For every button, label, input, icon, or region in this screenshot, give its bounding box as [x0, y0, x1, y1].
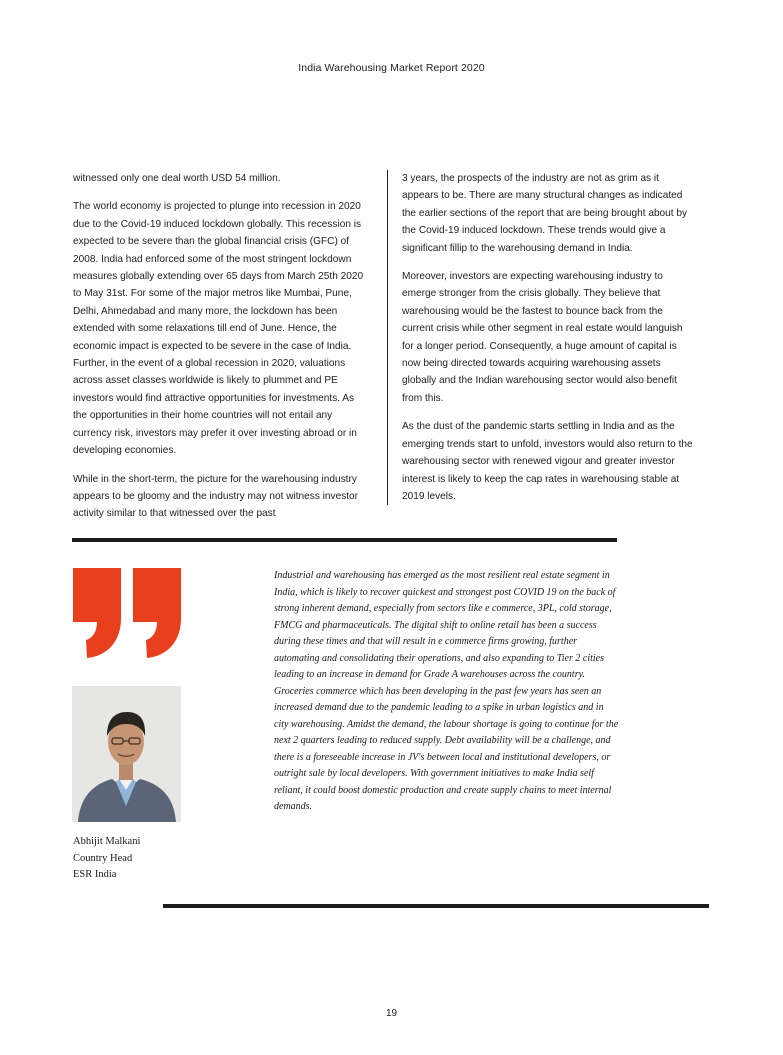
quote-top-rule — [72, 538, 617, 542]
left-text-column — [73, 170, 365, 534]
column-divider — [387, 170, 388, 505]
page-header: India Warehousing Market Report 2020 — [298, 62, 485, 74]
body-paragraph: witnessed only one deal worth USD 54 million. — [73, 173, 281, 184]
quote-mark-icon — [73, 568, 181, 658]
body-paragraph: Moreover, investors are expecting warehousing industry to emerge stronger from the crisis globally. They believe that warehousing would be the fastest to bounce back from the current crisis while other segment in real estate would languish for a longer period. Consequently, a huge amount of capital is now being directed towards acquiring warehousing assets globally and the Indian warehousing sector would also benefit from this. — [402, 271, 683, 404]
body-paragraph: The world economy is projected to plunge into recession in 2020 due to the Covid-19 induced lockdown globally. This recession is expected to be severe than the global financial crisis (GFC) of 2008. India had enforced some of the most stringent lockdown measures globally extending over 65 days from March 25th 2020 to May 31st. For some of the major metros like Mumbai, Pune, Delhi, Ahmedabad and many more, the lockdown has been extended with some relaxations till end of June. Hence, the economic impact is expected to be severe in the case of India. Further, in the event of a global recession in 2020, valuations across asset classes worldwide is likely to plummet and PE investors would find attractive opportunities for investments. As the opportunities in their home countries will not entail any currency risk, investors may prefer it over investing abroad or in developing economies. — [73, 201, 364, 457]
page-number: 19 — [385, 1008, 398, 1019]
right-text-column — [402, 170, 694, 516]
author-photo — [72, 686, 181, 822]
quote-text: Industrial and warehousing has emerged as the most resilient real estate segment in India, which is likely to recover quickest and strongest post COVID 19 on the back of strong inherent demand, especially from sectors like e commerce, 3PL, cold storage, FMCG and pharmaceuticals. The digital shift to online retail has been a success during these times and that will result in e commerce firms growing, further automating and consolidating their operations, and also expanding to Tier 2 cities leading to an increase in demand for Grade A warehouses across the country. Groceries commerce which has been developing in the past few years has seen an increased demand due to the pandemic leading to a spike in urban logistics and in city warehousing. Amidst the demand, the labour shortage is going to continue for the next 2 quarters leading to reduced supply. Debt availability will be a challenge, and there is a foreseeable increase in JV's between local and institutional developers, or outright sale by local developers. With government initiatives to make India self reliant, it could boost domestic production and create supply chains to meet internal demands. — [274, 570, 619, 812]
author-name: Abhijit Malkani — [73, 836, 141, 847]
author-title: Country Head — [73, 852, 133, 864]
author-company: ESR India — [73, 869, 117, 880]
body-paragraph: 3 years, the prospects of the industry are not as grim as it appears to be. There are many structural changes as indicated the earlier sections of the report that are being brought about by the Covid-19 induced lockdown. These trends would give a significant fillip to the warehousing demand in India. — [402, 173, 688, 254]
quote-attribution — [73, 834, 233, 884]
body-paragraph: While in the short-term, the picture for the warehousing industry appears to be gloomy and the industry may not witness investor activity similar to that witnessed over the past — [73, 473, 359, 520]
quote-bottom-rule — [163, 904, 709, 908]
body-paragraph: As the dust of the pandemic starts settling in India and as the emerging trends start to unfold, investors would also return to the warehousing sector with renewed vigour and greater investor interest is likely to keep the cap rates in warehousing stable at 2019 levels. — [402, 421, 693, 502]
